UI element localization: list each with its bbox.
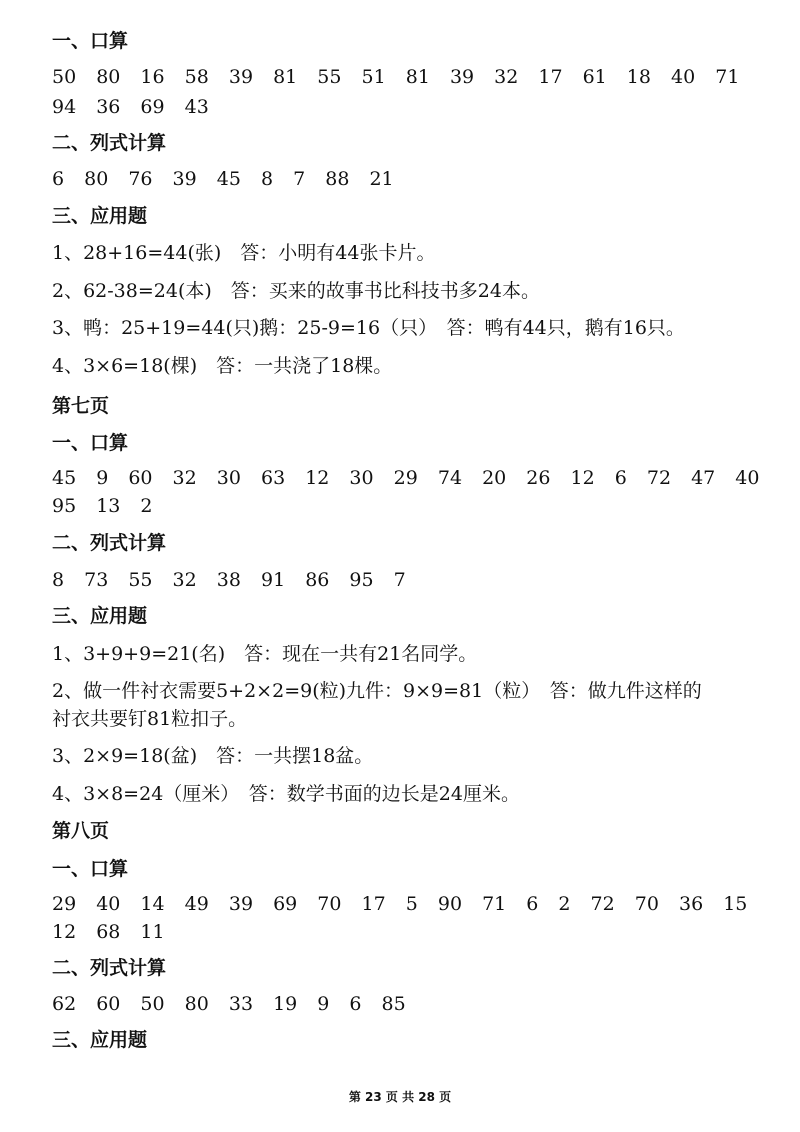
problem-answer: 1、3+9+9=21(名) 答：现在一共有21名同学。: [52, 643, 478, 665]
page-footer: 第 23 页 共 28 页: [348, 1090, 452, 1104]
page-title: 第七页: [52, 395, 110, 417]
answer-row: 29 40 14 49 39 69 70 17 5 90 71 6 2 72 70 36 15: [52, 893, 748, 915]
problem-answer: 4、3×6=18(棵) 答：一共浇了18棵。: [52, 355, 393, 377]
page-title: 第八页: [52, 820, 110, 842]
answer-row: 50 80 16 58 39 81 55 51 81 39 32 17 61 18 40 71: [52, 66, 740, 88]
section-heading: 三、应用题: [52, 605, 148, 627]
answer-row: 12 68 11: [52, 921, 165, 943]
section-heading: 一、口算: [52, 858, 129, 880]
problem-answer: 1、28+16=44(张) 答：小明有44张卡片。: [52, 242, 436, 264]
section-heading: 一、口算: [52, 30, 129, 52]
answer-row: 8 73 55 32 38 91 86 95 7: [52, 569, 406, 591]
section-heading: 三、应用题: [52, 1029, 148, 1051]
section-heading: 二、列式计算: [52, 132, 167, 154]
problem-answer: 衬衣共要钉81粒扣子。: [52, 708, 248, 730]
problem-answer: 2、62-38=24(本) 答：买来的故事书比科技书多24本。: [52, 280, 540, 302]
problem-answer: 4、3×8=24（厘米） 答：数学书面的边长是24厘米。: [52, 783, 520, 805]
answer-row: 6 80 76 39 45 8 7 88 21: [52, 168, 394, 190]
answer-row: 95 13 2: [52, 495, 153, 517]
problem-answer: 2、做一件衬衣需要5+2×2=9(粒)九件：9×9=81（粒） 答：做九件这样的: [52, 680, 702, 702]
answer-row: 45 9 60 32 30 63 12 30 29 74 20 26 12 6 72 47 40: [52, 467, 760, 489]
section-heading: 三、应用题: [52, 205, 148, 227]
problem-answer: 3、鸭：25+19=44(只)鹅：25-9=16（只） 答：鸭有44只，鹅有16只。: [52, 317, 685, 339]
answer-row: 62 60 50 80 33 19 9 6 85: [52, 993, 406, 1015]
answer-row: 94 36 69 43: [52, 96, 209, 118]
section-heading: 一、口算: [52, 432, 129, 454]
section-heading: 二、列式计算: [52, 532, 167, 554]
problem-answer: 3、2×9=18(盆) 答：一共摆18盆。: [52, 745, 374, 767]
section-heading: 二、列式计算: [52, 957, 167, 979]
